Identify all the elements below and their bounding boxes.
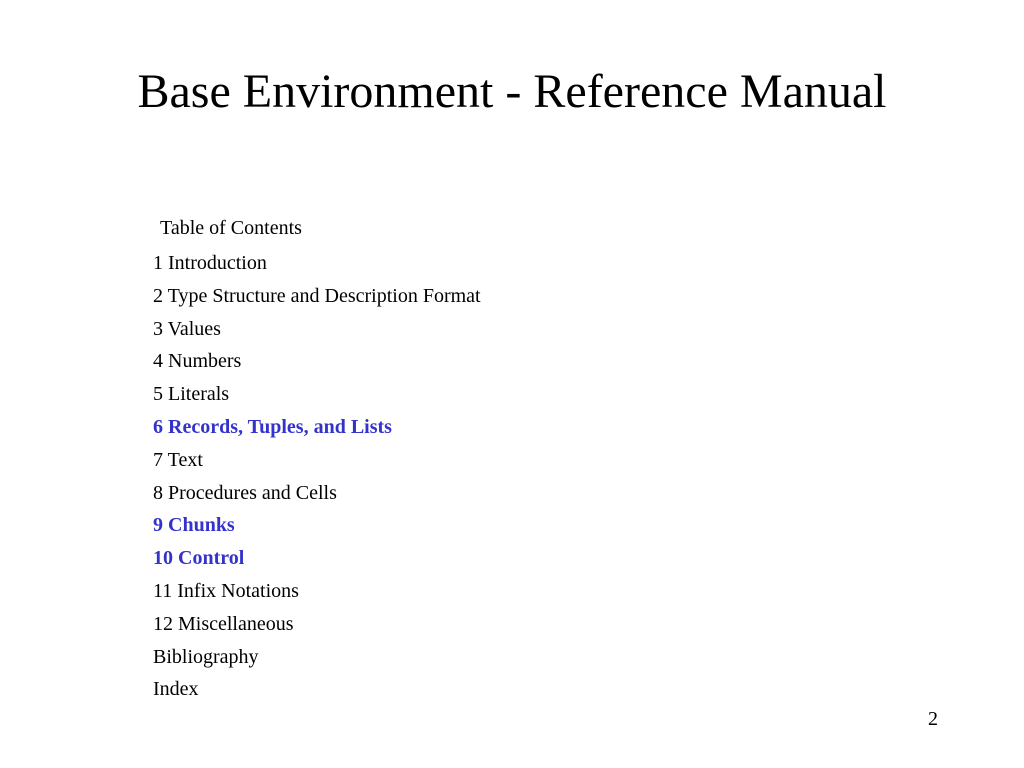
- toc-link-records-tuples-lists[interactable]: 6 Records, Tuples, and Lists: [153, 415, 392, 438]
- toc-item-type-structure: 2 Type Structure and Description Format: [153, 284, 481, 307]
- toc-link-chunks[interactable]: 9 Chunks: [153, 514, 235, 537]
- toc-item-infix-notations: 11 Infix Notations: [153, 579, 299, 602]
- toc-item-index: Index: [153, 678, 199, 701]
- toc-link-control[interactable]: 10 Control: [153, 547, 245, 570]
- toc-item-text: 7 Text: [153, 448, 203, 471]
- slide-title: Base Environment - Reference Manual: [137, 65, 887, 118]
- toc-item-numbers: 4 Numbers: [153, 350, 242, 373]
- toc-item-literals: 5 Literals: [153, 383, 230, 406]
- toc-item-introduction: 1 Introduction: [153, 252, 267, 274]
- page-number: 2: [928, 708, 938, 730]
- toc-item-values: 3 Values: [153, 317, 221, 340]
- toc-item-procedures-cells: 8 Procedures and Cells: [153, 481, 337, 504]
- toc-heading: Table of Contents: [160, 217, 302, 239]
- table-of-contents: [153, 250, 481, 709]
- toc-item-bibliography: Bibliography: [153, 645, 259, 668]
- toc-item-miscellaneous: 12 Miscellaneous: [153, 612, 294, 635]
